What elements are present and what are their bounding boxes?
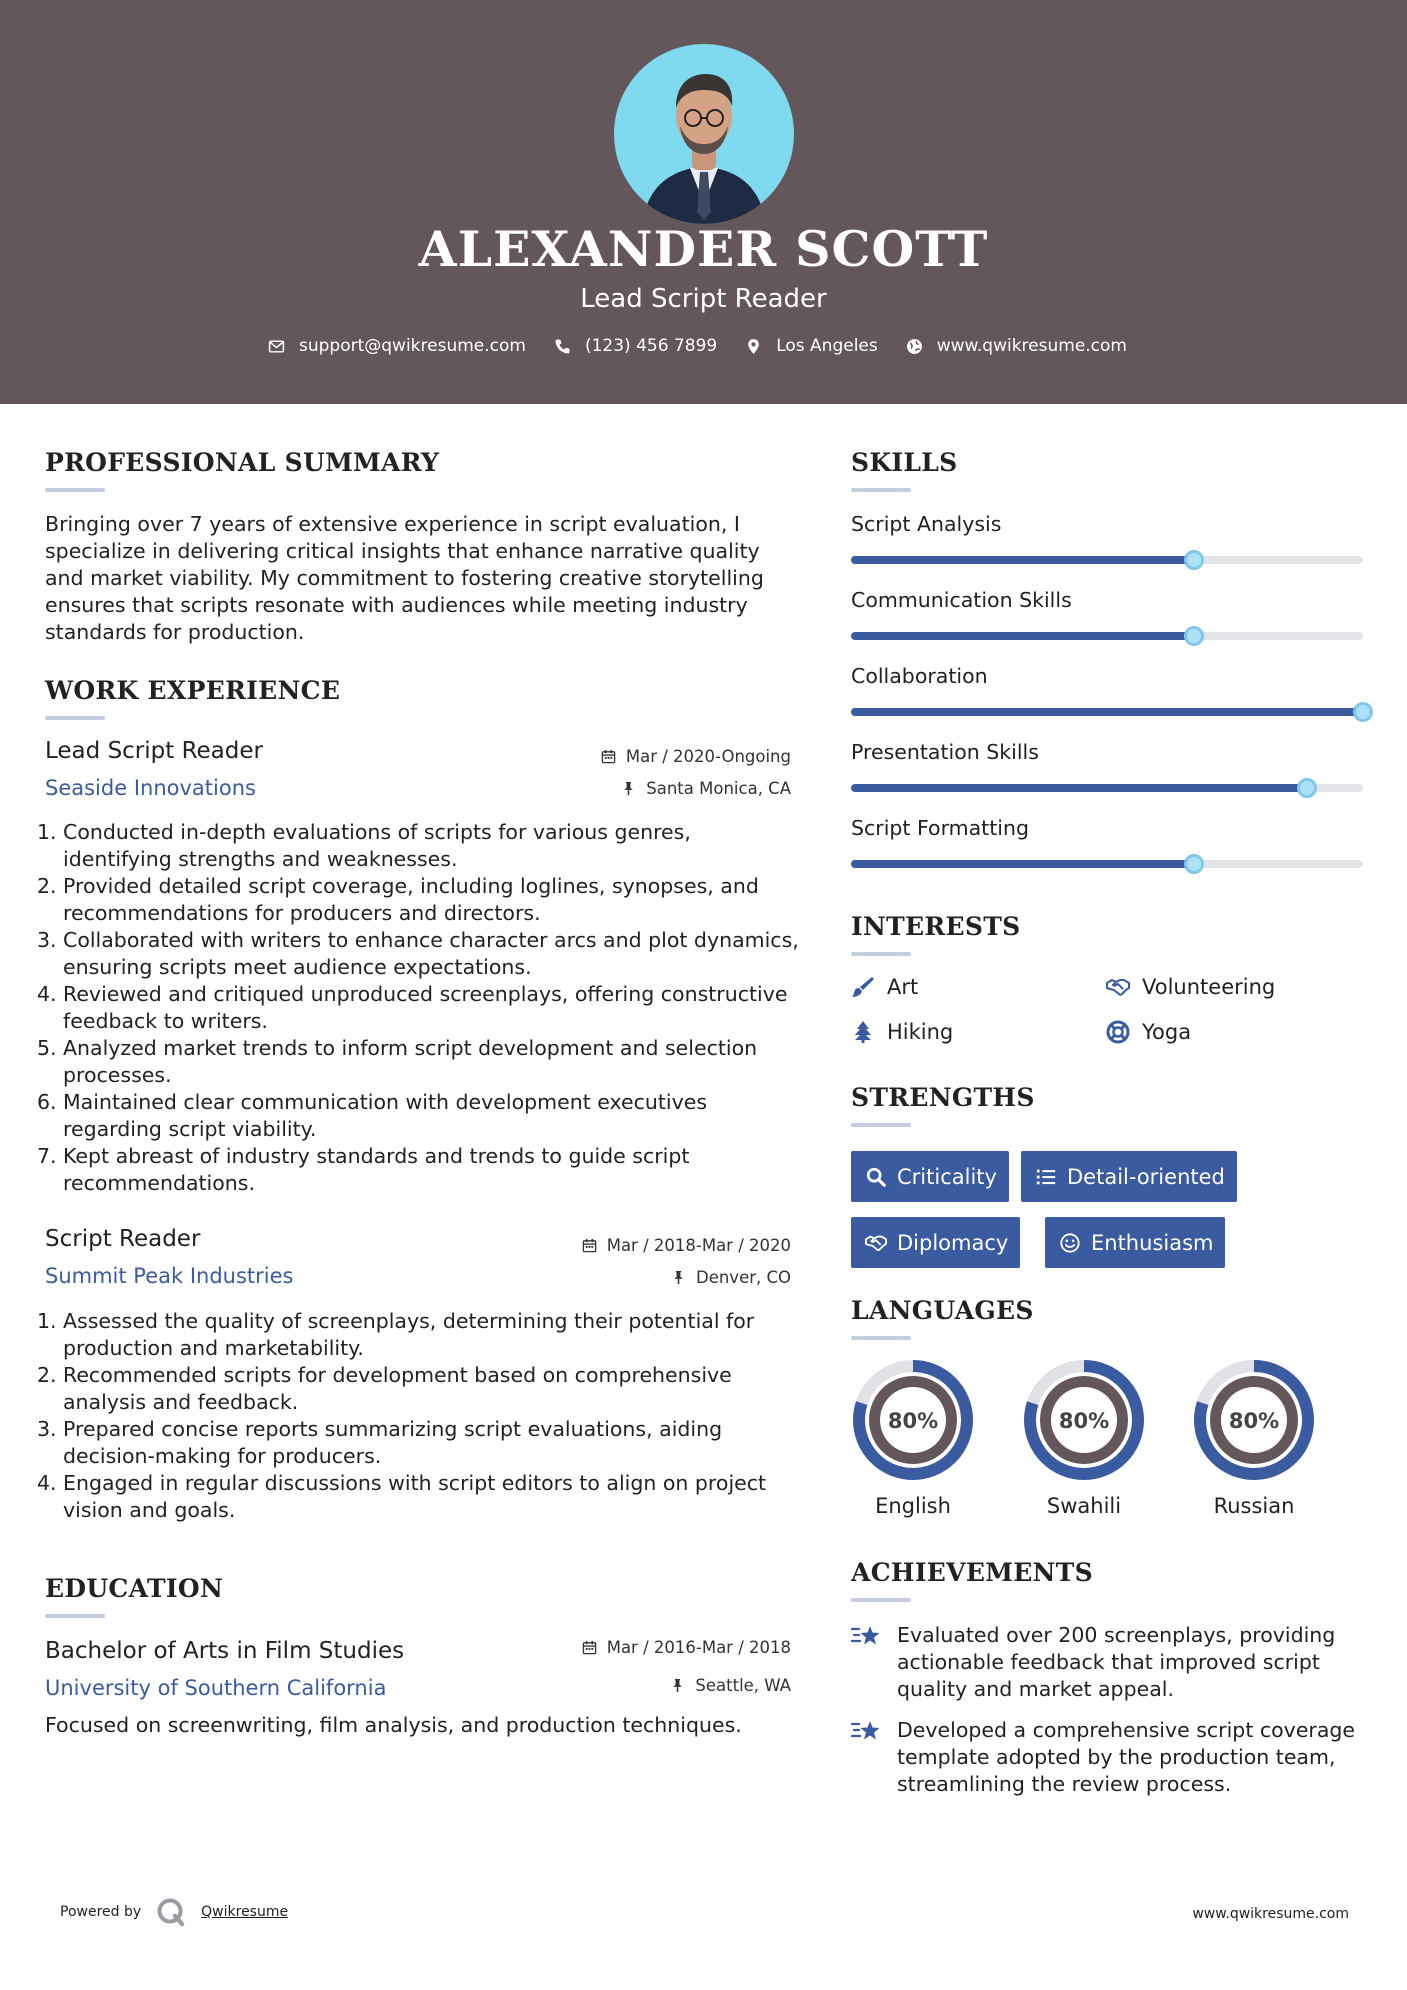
skill-bar-fill: [851, 784, 1307, 792]
skill-label: Communication Skills: [851, 588, 1072, 612]
shooting-star-icon: [851, 1715, 883, 1747]
interest-item: Yoga: [1106, 1020, 1191, 1044]
language-percent: 80%: [887, 1409, 939, 1433]
skill-bar: [851, 708, 1363, 716]
language-progress-ring: [1022, 1358, 1146, 1482]
skill-bar: [851, 632, 1363, 640]
strength-tag: Enthusiasm: [1045, 1217, 1225, 1268]
candidate-role: Lead Script Reader: [580, 284, 827, 314]
job-title: Script Reader: [45, 1226, 201, 1252]
skill-bar: [851, 784, 1363, 792]
list-item: 6. Maintained clear communication with development executives regarding script viability.: [37, 1090, 708, 1141]
candidate-name: ALEXANDER SCOTT: [418, 220, 989, 278]
skill-bar-knob: [1184, 854, 1204, 874]
education-divider: [45, 1614, 105, 1618]
powered-by-text: Powered by: [60, 1904, 142, 1920]
skill-bar-knob: [1184, 550, 1204, 570]
education-location: [480, 1676, 791, 1695]
list-icon: [1035, 1166, 1057, 1188]
skill-bar-fill: [851, 708, 1363, 716]
experience-heading: WORK EXPERIENCE: [45, 676, 341, 705]
list-item: 2. Recommended scripts for development based on comprehensive analysis and feedback.: [37, 1363, 732, 1414]
job-responsibilities: [37, 1308, 800, 1524]
calendar-icon: [601, 749, 616, 764]
phone-text: (123) 456 7899: [584, 336, 718, 356]
globe-icon: [906, 338, 923, 355]
education-heading: EDUCATION: [45, 1574, 224, 1603]
languages-heading: LANGUAGES: [851, 1296, 1034, 1325]
contact-website[interactable]: [906, 336, 1127, 356]
company-name: Summit Peak Industries: [45, 1264, 294, 1288]
language-item: [1192, 1358, 1316, 1518]
list-item: 3. Prepared concise reports summarizing script evaluations, aiding decision-making for producers.: [37, 1417, 723, 1468]
skill-bar-fill: [851, 632, 1194, 640]
contact-email[interactable]: [268, 336, 526, 356]
achievements-divider: [851, 1598, 911, 1602]
list-item: 5. Analyzed market trends to inform script development and selection processes.: [37, 1036, 758, 1087]
language-percent: 80%: [1058, 1409, 1110, 1433]
skill-bar: [851, 556, 1363, 564]
education-location-text: Seattle, WA: [695, 1676, 791, 1695]
list-item: 1. Assessed the quality of screenplays, determining their potential for production and marketability.: [37, 1309, 755, 1360]
strengths-divider: [851, 1123, 911, 1127]
strength-tag: Criticality: [851, 1151, 1009, 1202]
skill-bar: [851, 860, 1363, 868]
achievement-item: Evaluated over 200 screenplays, providing actionable feedback that improved script quality and market appeal.: [851, 1622, 1366, 1703]
interest-item: Volunteering: [1106, 975, 1275, 999]
skill-bar-knob: [1297, 778, 1317, 798]
job-dates: [480, 747, 791, 766]
list-item: 3. Collaborated with writers to enhance character arcs and plot dynamics, ensuring scripts meet audience expectations.: [37, 928, 799, 979]
job-location: [480, 779, 791, 798]
language-progress-ring: [851, 1358, 975, 1482]
achievements-heading: ACHIEVEMENTS: [851, 1558, 1093, 1587]
resume-header: [0, 0, 1407, 404]
tree-icon: [851, 1020, 875, 1044]
language-progress-ring: [1192, 1358, 1316, 1482]
languages-divider: [851, 1336, 911, 1340]
profile-photo: [614, 44, 794, 224]
interests-divider: [851, 952, 911, 956]
language-name: English: [875, 1494, 951, 1518]
lifering-icon: [1106, 1020, 1130, 1044]
shooting-star-icon: [851, 1620, 883, 1652]
qwikresume-link[interactable]: Qwikresume: [201, 1904, 289, 1920]
map-pin-icon: [745, 338, 762, 355]
skill-bar-knob: [1184, 626, 1204, 646]
language-item: [851, 1358, 975, 1518]
contact-phone[interactable]: [554, 336, 717, 356]
language-name: Swahili: [1046, 1494, 1122, 1518]
website-text: www.qwikresume.com: [936, 336, 1127, 356]
list-item: 1. Conducted in-depth evaluations of scripts for various genres, identifying strengths and weaknesses.: [37, 820, 691, 871]
skill-bar-fill: [851, 860, 1194, 868]
list-item: 2. Provided detailed script coverage, including loglines, synopses, and recommendations for producers and directors.: [37, 874, 759, 925]
smile-icon: [1059, 1232, 1081, 1254]
email-text: support@qwikresume.com: [299, 336, 526, 356]
skill-label: Collaboration: [851, 664, 988, 688]
skill-bar-knob: [1353, 702, 1373, 722]
job-location-text: Denver, CO: [695, 1268, 791, 1287]
skill-bar-fill: [851, 556, 1194, 564]
skill-label: Script Formatting: [851, 816, 1029, 840]
interests-heading: INTERESTS: [851, 912, 1021, 941]
skills-heading: SKILLS: [851, 448, 958, 477]
education-dates: [480, 1638, 791, 1657]
education-dates-text: Mar / 2016-Mar / 2018: [606, 1638, 791, 1657]
education-description: Focused on screenwriting, film analysis, and production techniques.: [45, 1713, 742, 1737]
job-location: [480, 1268, 791, 1287]
skill-label: Presentation Skills: [851, 740, 1039, 764]
pushpin-icon: [621, 781, 636, 796]
list-item: 4. Engaged in regular discussions with script editors to align on project vision and goals.: [37, 1471, 767, 1522]
footer-website[interactable]: www.qwikresume.com: [1192, 1906, 1349, 1922]
phone-icon: [554, 338, 571, 355]
language-percent: 80%: [1228, 1409, 1280, 1433]
achievement-item: Developed a comprehensive script coverage template adopted by the production team, streamlining the review process.: [851, 1717, 1366, 1798]
summary-text: Bringing over 7 years of extensive experience in script evaluation, I specialize in delivering critical insights that enhance narrative quality and market viability. My commitment to fostering creative storytelling ensures that scripts resonate with audiences while meeting industry standards for production.: [45, 512, 764, 644]
experience-divider: [45, 716, 105, 720]
strength-tag: Diplomacy: [851, 1217, 1020, 1268]
list-item: 4. Reviewed and critiqued unproduced screenplays, offering constructive feedback to writers.: [37, 982, 788, 1033]
skills-divider: [851, 488, 911, 492]
location-text: Los Angeles: [776, 336, 878, 356]
qwikresume-logo-icon: [155, 1896, 187, 1928]
company-name: Seaside Innovations: [45, 776, 256, 800]
footer-branding: [60, 1896, 288, 1928]
job-dates-text: Mar / 2018-Mar / 2020: [606, 1236, 791, 1255]
strengths-heading: STRENGTHS: [851, 1083, 1035, 1112]
search-icon: [865, 1166, 887, 1188]
interest-item: Hiking: [851, 1020, 953, 1044]
skill-label: Script Analysis: [851, 512, 1002, 536]
contact-location: [745, 336, 878, 356]
handshake-icon: [865, 1232, 887, 1254]
interest-item: Art: [851, 975, 918, 999]
language-item: [1022, 1358, 1146, 1518]
calendar-icon: [582, 1238, 597, 1253]
language-name: Russian: [1213, 1494, 1295, 1518]
handshake-icon: [1106, 975, 1130, 999]
job-dates-text: Mar / 2020-Ongoing: [625, 747, 791, 766]
strength-tag: Detail-oriented: [1021, 1151, 1237, 1202]
job-dates: [480, 1236, 791, 1255]
pushpin-icon: [671, 1270, 686, 1285]
school-name: University of Southern California: [45, 1676, 387, 1700]
degree-title: Bachelor of Arts in Film Studies: [45, 1638, 405, 1664]
job-responsibilities: [37, 819, 800, 1197]
list-item: 7. Kept abreast of industry standards and trends to guide script recommendations.: [37, 1144, 690, 1195]
contact-bar: [0, 336, 1407, 356]
summary-divider: [45, 488, 105, 492]
job-title: Lead Script Reader: [45, 738, 263, 764]
calendar-icon: [582, 1640, 597, 1655]
envelope-icon: [268, 338, 285, 355]
summary-heading: PROFESSIONAL SUMMARY: [45, 448, 440, 477]
pushpin-icon: [670, 1678, 685, 1693]
job-location-text: Santa Monica, CA: [646, 779, 791, 798]
paintbrush-icon: [851, 975, 875, 999]
